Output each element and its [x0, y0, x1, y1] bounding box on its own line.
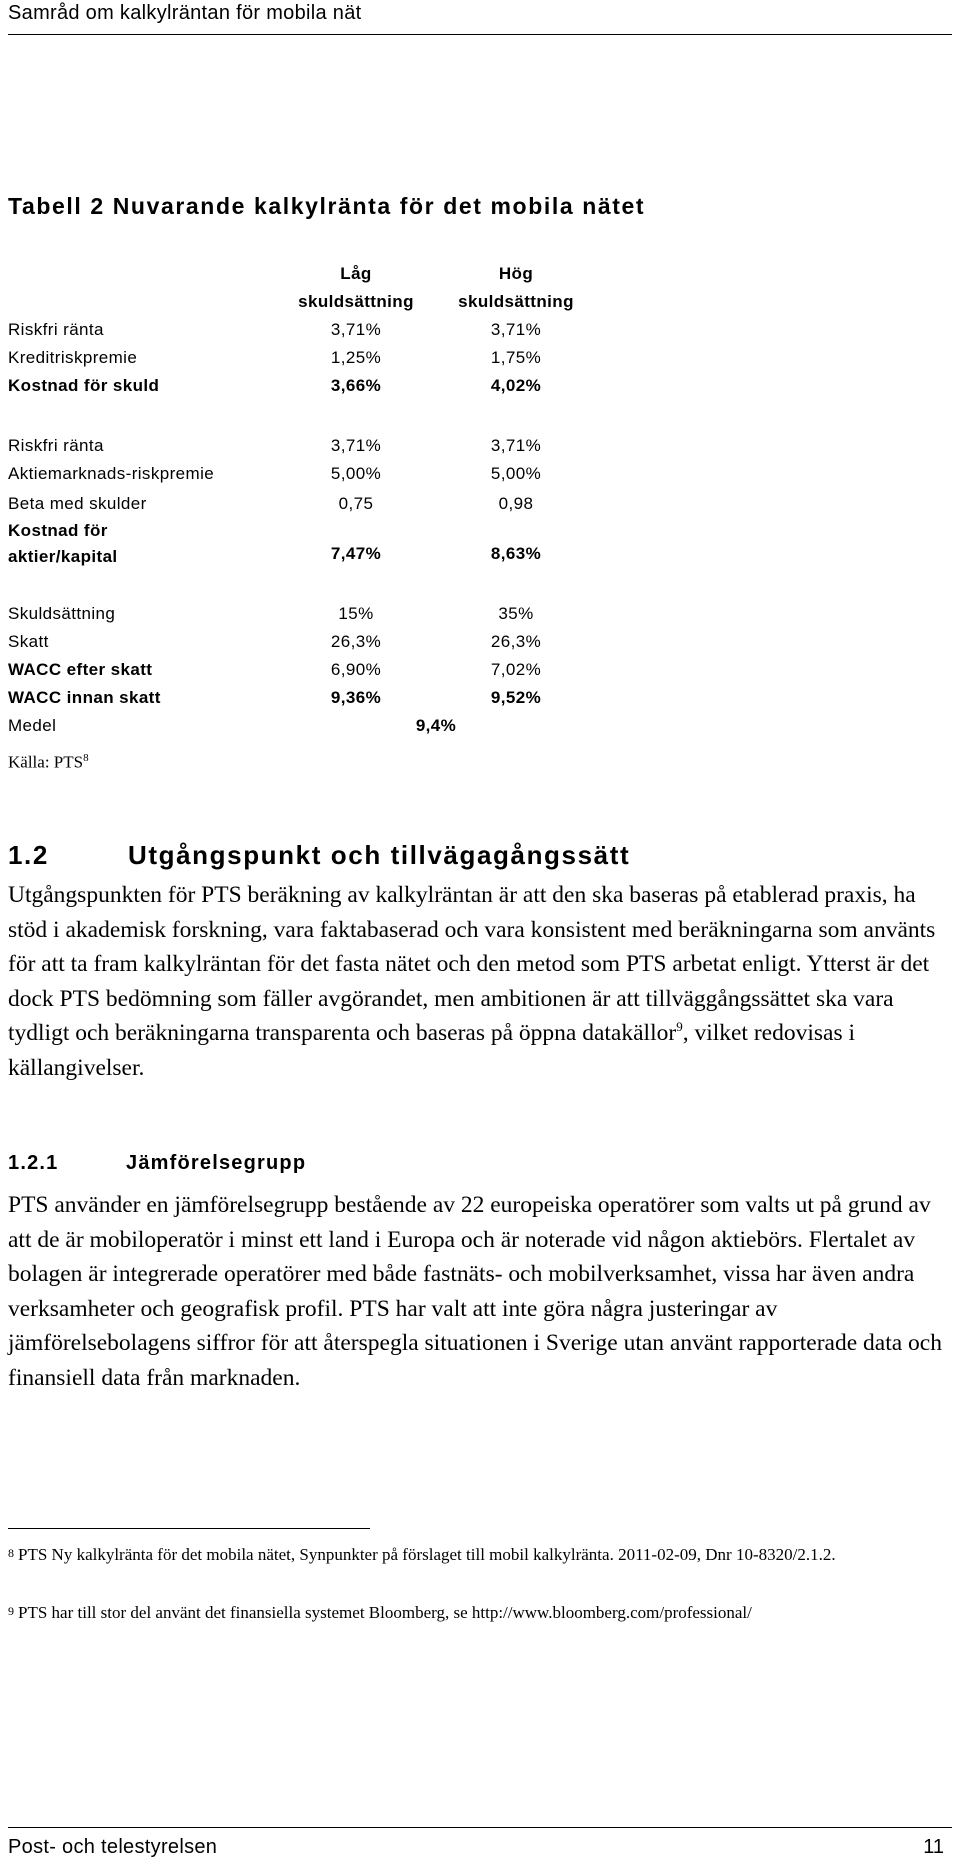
table-row: Kostnad för skuld 3,66% 4,02% — [8, 376, 542, 395]
table-title: Tabell 2 Nuvarande kalkylränta för det mobila nätet — [8, 193, 646, 219]
table-row: Riskfri ränta 3,71% 3,71% — [8, 320, 542, 339]
section-heading — [8, 840, 630, 871]
header-divider — [8, 34, 952, 35]
table-row: Skatt 26,3% 26,3% — [8, 632, 542, 651]
subsection-title: Jämförelsegrupp — [126, 1152, 307, 1174]
table-row: Beta med skulder 0,75 0,98 — [8, 494, 534, 513]
footer-organization: Post- och telestyrelsen — [8, 1836, 218, 1858]
subsection-paragraph: PTS använder en jämförelsegrupp bestående av 22 europeiska operatörer som valts ut på grund av att de är mobiloperatör i minst ett land i Europa och är noterade vid någon aktiebörs. Flertalet av bolagen är integrerade operatörer med både fastnäts- och mobilverksamhet, vissa har även andra verksamheter och geografisk profil. PTS har valt att inte göra några justeringar av jämförelsebolagens siffror för att återspegla situationen i Sverige utan använt rapporterade data och finansiell data från marknaden. — [8, 1192, 942, 1391]
column-header-low-leverage: Låg skuldsättning — [298, 264, 414, 311]
column-header-high-leverage: Hög skuldsättning — [458, 264, 574, 311]
table-row: Medel 9,4% — [8, 716, 457, 735]
table-source-note: Källa: PTS$^8$ — [8, 752, 89, 772]
subsection-heading — [8, 1152, 306, 1175]
footnote-divider — [8, 1528, 370, 1529]
table-row: Kostnad för aktier/kapital 7,47% 8,63% — [8, 521, 542, 566]
page-header-title: Samråd om kalkylräntan för mobila nät — [8, 2, 362, 24]
section-number: 1.2 — [8, 840, 49, 870]
footnote-ref-9: 9 — [676, 1019, 683, 1035]
page-number: 11 — [923, 1836, 944, 1858]
table-row: Kreditriskpremie 1,25% 1,75% — [8, 348, 542, 367]
table-row: Skuldsättning 15% 35% — [8, 604, 534, 623]
footer-divider — [8, 1827, 952, 1828]
table-row: Riskfri ränta 3,71% 3,71% — [8, 436, 542, 455]
section-paragraph: Utgångspunkten för PTS beräkning av kalkylräntan är att den ska baseras på etablerad praxis, ha stöd i akademisk forskning, vara faktabaserad och vara konsistent med beräkningarna som använts för att ta fram kalkylräntan för det fasta nätet och den metod som PTS arbetat enligt. Ytterst är det dock PTS bedömning som fäller avgörandet, men ambitionen är att tillväggångssättet ska vara tydligt och beräkningarna transparenta och baseras på öppna datakällor$^9$, vilket redovisas i källangivelser. — [8, 882, 936, 1081]
table-row: Aktiemarknads-riskpremie 5,00% 5,00% — [8, 464, 542, 483]
subsection-number: 1.2.1 — [8, 1152, 59, 1174]
footnote-8: 8 PTS Ny kalkylränta för det mobila nätet, Synpunkter på förslaget till mobil kalkylränta. 2011-02-09, Dnr 10-8320/2.1.2. — [8, 1545, 836, 1564]
table-row: WACC efter skatt 6,90% 7,02% — [8, 660, 542, 679]
table-row: WACC innan skatt 9,36% 9,52% — [8, 688, 542, 707]
footnote-9: 9 PTS har till stor del använt det finansiella systemet Bloomberg, se http://www.bloomberg.com/professional/ — [8, 1603, 752, 1622]
footnote-ref-8: 8 — [83, 752, 89, 764]
section-title: Utgångspunkt och tillvägagångssätt — [128, 840, 631, 870]
